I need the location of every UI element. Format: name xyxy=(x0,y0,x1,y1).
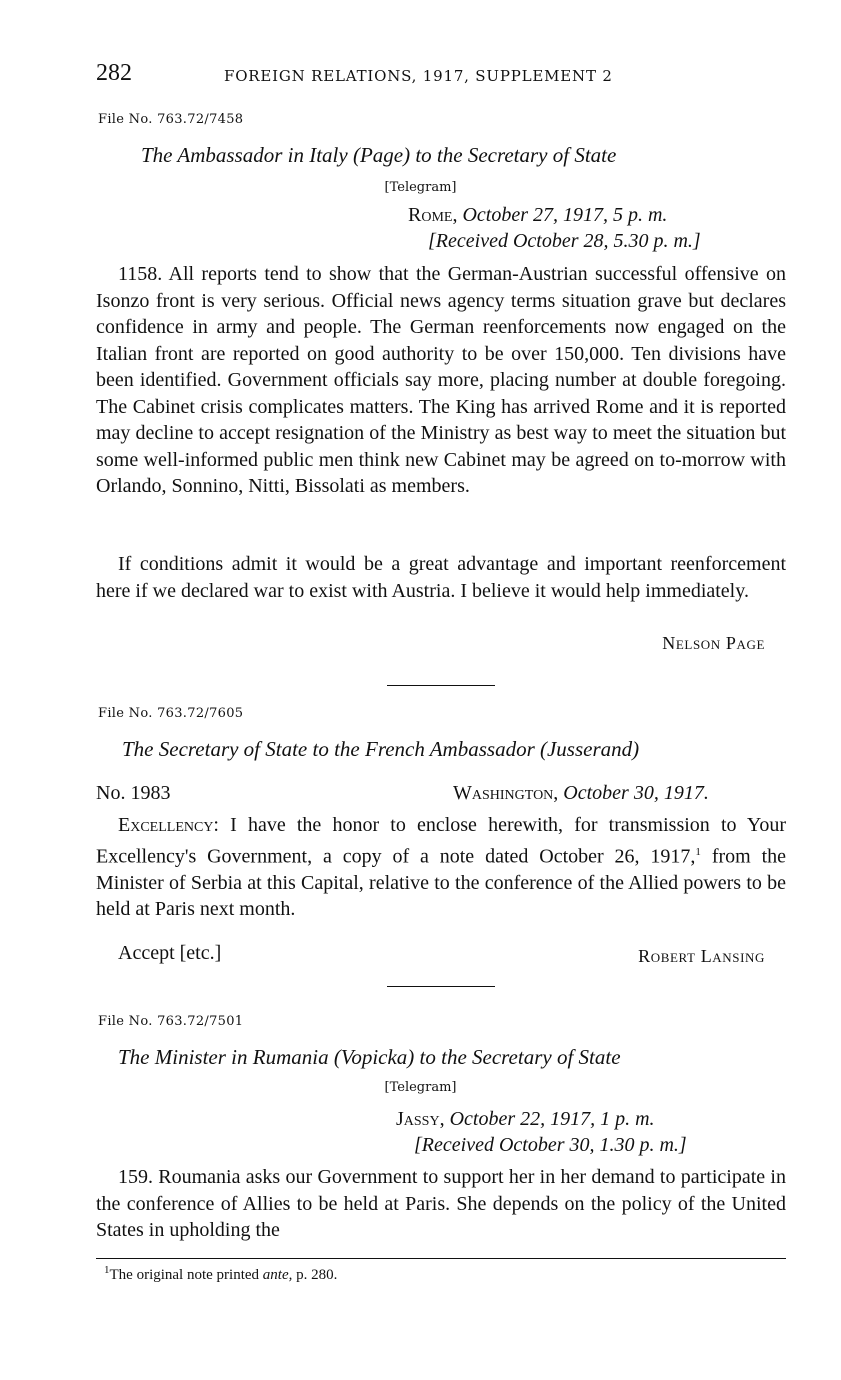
footnote-marker: 1 xyxy=(695,845,701,858)
running-title: FOREIGN RELATIONS, 1917, SUPPLEMENT 2 xyxy=(224,67,613,85)
footnote-page: p. 280. xyxy=(296,1267,338,1283)
dateline xyxy=(408,204,667,227)
section-divider xyxy=(387,986,495,987)
signature: Nelson Page xyxy=(662,633,765,653)
note-number: No. 1983 xyxy=(96,782,171,804)
file-number: File No. 763.72/7501 xyxy=(98,1014,244,1029)
section-divider xyxy=(387,685,495,686)
document-title: The Secretary of State to the French Ambassador (Jusserand) xyxy=(122,737,640,761)
note-body xyxy=(96,812,786,923)
document-title: The Ambassador in Italy (Page) to the Secretary of State xyxy=(141,143,617,167)
telegram-body: 159. Roumania asks our Government to support her in her demand to participate in the conference of Allies to be held at Paris. She depends on the policy of the United States in upholding the xyxy=(96,1166,786,1241)
salutation: Excellency: xyxy=(118,814,219,836)
telegram-label: [Telegram] xyxy=(384,1080,457,1095)
footnote-mark: 1 xyxy=(104,1264,110,1276)
footnote-italic: ante, xyxy=(262,1267,293,1283)
received-line xyxy=(428,230,701,253)
footnote-text: The original note printed xyxy=(109,1267,260,1283)
telegram-body-2: If conditions admit it would be a great advantage and important reenforcement here if we declared war to exist with Austria. I believe it would help immediately. xyxy=(96,553,786,602)
signature: Robert Lansing xyxy=(638,946,765,966)
page-header xyxy=(96,60,786,92)
dateline-place: Jassy, xyxy=(396,1108,445,1130)
note-body-text: I have the honor to enclose herewith, for transmission to Your Excellency's Government, a copy of a note dated October 26, 1917, xyxy=(96,814,787,868)
dateline-date: October 22, 1917, 1 p. m. xyxy=(449,1108,655,1130)
closing: Accept [etc.] xyxy=(118,942,222,964)
received-line xyxy=(414,1134,687,1157)
received-text: [Received October 28, 5.30 p. m.] xyxy=(428,230,701,252)
dateline-date: October 27, 1917, 5 p. m. xyxy=(462,204,668,226)
dateline-date: October 30, 1917. xyxy=(563,782,709,804)
telegram-body: 1158. All reports tend to show that the German-Austrian successful offensive on Isonzo front is very serious. Official news agency terms situation grave but declares confidence in army and people. The German reenforcements now engaged on the Italian front are reported on good authority to be over 150,000. Ten divisions have been identified. Government officials say more, placing number at double foregoing. The Cabinet crisis complicates matters. The King has arrived Rome and it is reported may decline to accept resignation of the Ministry as best way to meet the situation but some well-informed public men think new Cabinet may be agreed on to-morrow with Orlando, Sonnino, Nitti, Bissolati as members. xyxy=(96,263,786,497)
page-number: 282 xyxy=(96,60,132,86)
footnote xyxy=(104,1264,337,1284)
dateline xyxy=(453,782,709,805)
note-number-row xyxy=(96,782,786,805)
file-number: File No. 763.72/7605 xyxy=(98,706,244,721)
dateline xyxy=(396,1108,655,1131)
received-text: [Received October 30, 1.30 p. m.] xyxy=(414,1134,687,1156)
dateline-place: Rome, xyxy=(408,204,458,226)
file-number: File No. 763.72/7458 xyxy=(98,112,244,127)
document-title: The Minister in Rumania (Vopicka) to the Secretary of State xyxy=(118,1045,621,1069)
dateline-place: Washington, xyxy=(453,782,559,804)
telegram-label: [Telegram] xyxy=(384,180,457,195)
footnote-divider xyxy=(96,1258,786,1259)
note-body-text-rest: from the Minister of Serbia at this Capital, relative to the conference of the Allied powers to be held at Paris next month. xyxy=(96,845,787,921)
